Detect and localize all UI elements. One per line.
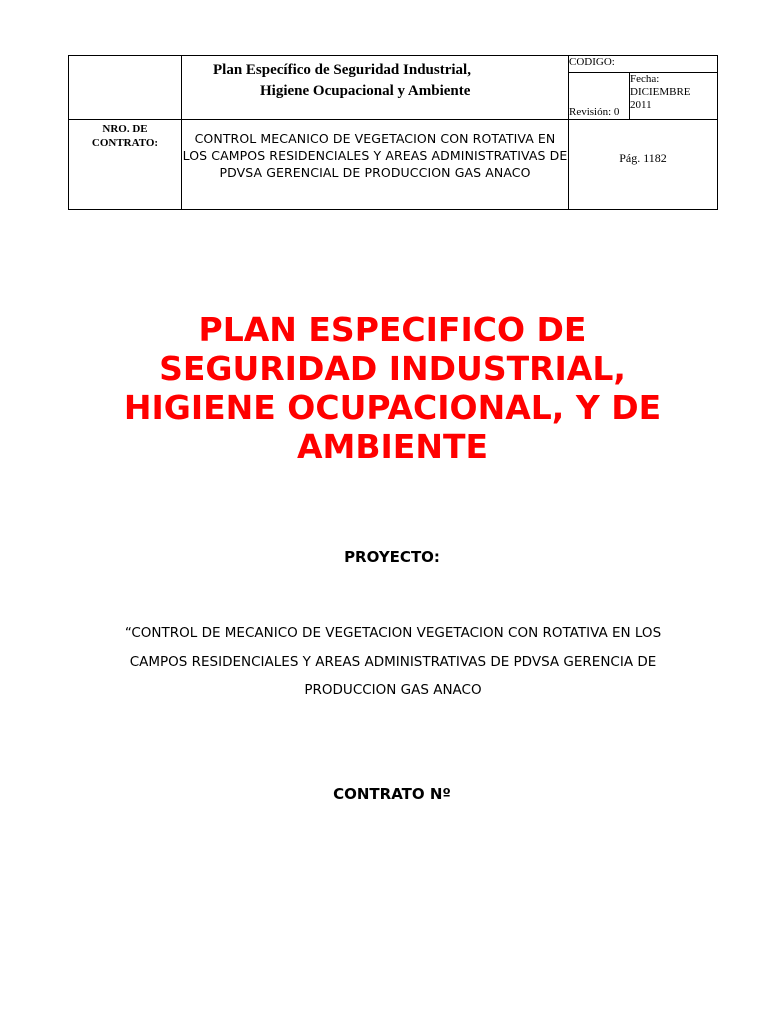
revision-cell <box>569 73 630 120</box>
nro-contrato-cell <box>69 120 182 210</box>
nro-contrato-line2: CONTRATO: <box>91 137 159 149</box>
codigo-label: CODIGO: <box>569 56 615 68</box>
page-number-cell <box>569 120 718 210</box>
proyecto-heading: PROYECTO: <box>344 548 440 566</box>
fecha-cell <box>630 73 718 120</box>
fecha-month: DICIEMBRE <box>630 86 691 98</box>
header-logo-cell <box>69 56 182 120</box>
main-title-line4: AMBIENTE <box>296 427 489 466</box>
codigo-cell <box>569 56 718 73</box>
document-header-table <box>68 55 718 210</box>
control-description-cell <box>182 120 569 210</box>
main-title <box>70 310 715 466</box>
revision-label: Revisión: 0 <box>569 106 620 118</box>
control-description: CONTROL MECANICO DE VEGETACION CON ROTATIVA EN LOS CAMPOS RESIDENCIALES Y AREAS ADMINISTRATIVAS DE PDVSA GERENCIAL DE PRODUCCION GAS ANACO <box>182 131 568 180</box>
nro-contrato-line1: NRO. DE <box>102 123 148 135</box>
proyecto-description: “CONTROL DE MECANICO DE VEGETACION VEGETACION CON ROTATIVA EN LOS CAMPOS RESIDENCIALES Y AREAS ADMINISTRATIVAS DE PDVSA GERENCIA DE PRODUCCION GAS ANACO <box>124 625 662 698</box>
header-title-line1: Plan Específico de Seguridad Industrial, <box>213 62 471 78</box>
page-number: Pág. 1182 <box>619 151 667 165</box>
fecha-label: Fecha: <box>630 73 660 85</box>
fecha-year: 2011 <box>630 99 652 111</box>
contrato-heading: CONTRATO Nº <box>333 785 451 803</box>
main-title-line2: SEGURIDAD INDUSTRIAL, <box>159 349 626 388</box>
main-title-line3: HIGIENE OCUPACIONAL, Y DE <box>123 388 662 427</box>
header-title-line2: Higiene Ocupacional y Ambiente <box>260 83 471 99</box>
header-title-cell <box>182 56 569 120</box>
main-title-line1: PLAN ESPECIFICO DE <box>198 310 587 349</box>
